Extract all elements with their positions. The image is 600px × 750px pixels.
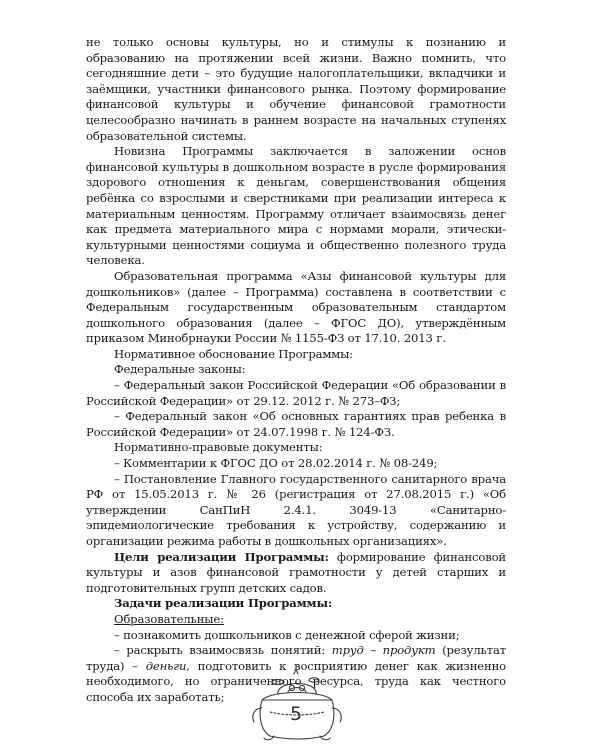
- normative-docs-label: Нормативно-правовые документы:: [114, 440, 323, 455]
- law-item-education: – Федеральный закон Российской Федерации «Об образовании в Российской Федерации» от 29.12. 2012 г. № 273–ФЗ;: [86, 378, 506, 408]
- normative-heading: Нормативное обоснование Программы:: [114, 346, 353, 361]
- federal-laws-label: Федеральные законы:: [114, 362, 246, 377]
- term-labor-product: труд – продукт: [331, 643, 436, 658]
- document-body: [86, 35, 506, 706]
- page-number: 5: [289, 703, 303, 725]
- term-money: деньги: [145, 658, 187, 673]
- paragraph-program: Образовательная программа «Азы финансовой культуры для дошкольников» (далее – Программа) составлена в соответствии с Федеральным государственным образовательным стандартом дошкольного образования (далее – ФГОС ДО), утверждённым приказом Минобрнауки России № 1155-ФЗ от 17.10. 2013 г.: [86, 268, 506, 346]
- goals-paragraph: [86, 550, 506, 597]
- paragraph-novelty: Новизна Программы заключается в заложении основ финансовой культуры в дошкольном возрасте в русле формирования здорового отношения к деньгам, совершенствования общения ребёнка со взрослыми и сверстниками при реализации интереса к материальным ценностям. Программу отличает взаимосвязь денег как предмета материального мира с нормами морали, этически-культурными ценностями социума и общественно полезного труда человека.: [86, 144, 506, 268]
- tasks-subheading: Образовательные:: [114, 611, 224, 626]
- task-item-2: – раскрыть взаимосвязь понятий: труд – продукт (результат труда) – деньги, подготовить к восприятию денег как жизненно необходимого, но ограниченного ресурса, труда как честного способа их заработать;: [86, 643, 506, 704]
- task-item-1: – познакомить дошкольников с денежной сферой жизни;: [114, 627, 460, 642]
- paragraph-intro: не только основы культуры, но и стимулы к познанию и образованию на протяжении всей жизни. Важно помнить, что сегодняшние дети – это будущие налогоплательщики, вкладчики и заёмщики, участники финансового рынка. Поэтому формирование финансовой культуры и обучение финансовой грамотности целесообразно начинать в раннем возрасте на начальных ступенях образовательной системы.: [86, 35, 506, 143]
- goals-heading: Цели реализации Программы:: [114, 549, 329, 564]
- law-item-child-rights: – Федеральный закон «Об основных гарантиях прав ребенка в Российской Федерации» от 24.07.1998 г. № 124-ФЗ.: [86, 409, 506, 439]
- doc-item-sanpin: – Постановление Главного государственного санитарного врача РФ от 15.05.2013 г. № 26 (регистрация от 27.08.2015 г.) «Об утверждении СанПиН 2.4.1. 3049-13 «Санитарно-эпидемиологические требования к устройству, содержанию и организации режима работы в дошкольных организациях».: [86, 471, 506, 548]
- doc-item-comments: – Комментарии к ФГОС ДО от 28.02.2014 г. № 08-249;: [114, 456, 438, 471]
- tasks-heading: Задачи реализации Программы:: [114, 596, 333, 611]
- goals-text: формирование финансовой культуры и азов финансовой грамотности у детей старших и подготовительных групп детских садов.: [86, 549, 506, 595]
